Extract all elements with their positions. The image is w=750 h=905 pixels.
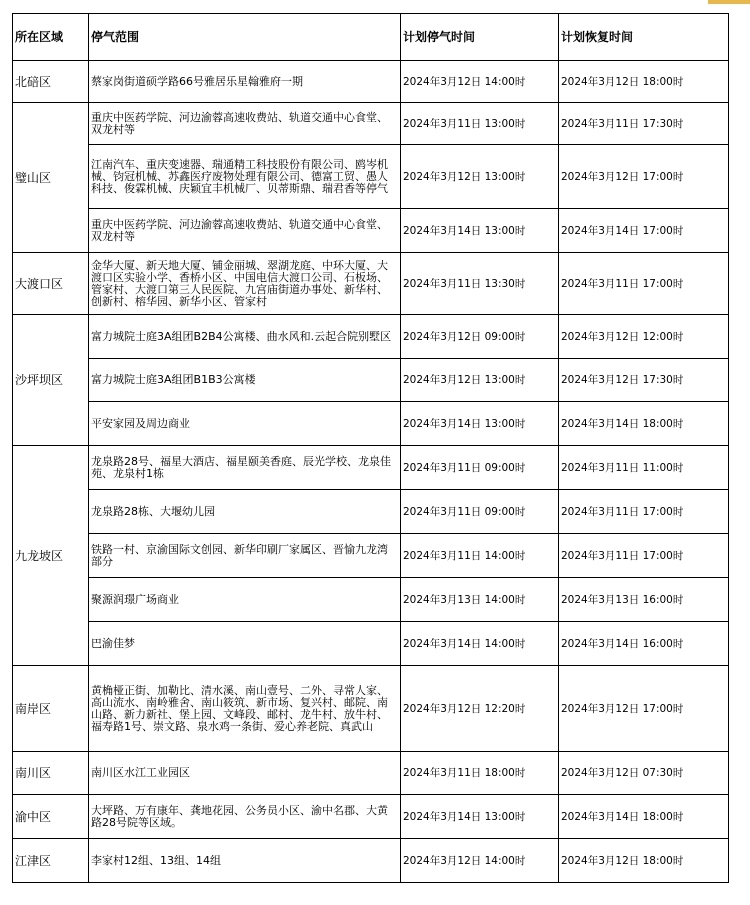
stop-time-cell: 2024年3月12日 14:00时 <box>401 839 559 883</box>
stop-time-cell: 2024年3月14日 14:00时 <box>401 622 559 666</box>
stop-time-cell: 2024年3月12日 13:00时 <box>401 359 559 402</box>
scope-cell: 大坪路、万有康年、龚地花园、公务员小区、渝中名郡、大黄路28号院等区域。 <box>89 795 401 839</box>
scope-cell: 铁路一村、京渝国际文创园、新华印刷厂家属区、晋愉九龙湾部分 <box>89 534 401 578</box>
area-cell: 九龙坡区 <box>13 446 89 666</box>
scope-cell: 聚源润璟广场商业 <box>89 578 401 622</box>
header-stop-time: 计划停气时间 <box>401 14 559 61</box>
stop-time-cell: 2024年3月11日 13:30时 <box>401 253 559 315</box>
header-scope: 停气范围 <box>89 14 401 61</box>
stop-time-cell: 2024年3月14日 13:00时 <box>401 795 559 839</box>
area-cell: 江津区 <box>13 839 89 883</box>
table-row <box>13 752 729 795</box>
table-row <box>13 315 729 359</box>
area-cell: 沙坪坝区 <box>13 315 89 446</box>
stop-time-cell: 2024年3月14日 13:00时 <box>401 402 559 446</box>
area-cell: 璧山区 <box>13 103 89 253</box>
table-row <box>13 578 729 622</box>
stop-time-cell: 2024年3月12日 13:00时 <box>401 145 559 209</box>
table-row <box>13 402 729 446</box>
resume-time-cell: 2024年3月14日 18:00时 <box>559 795 729 839</box>
scope-cell: 江南汽车、重庆变速器、瑞通精工科技股份有限公司、鸥岑机械、钧冠机械、苏鑫医疗废物处理有限公司、德富工贸、愚人科技、俊霖机械、庆颖宜丰机械厂、贝蒂斯鼎、瑞君香等停气 <box>89 145 401 209</box>
resume-time-cell: 2024年3月11日 17:00时 <box>559 534 729 578</box>
scope-cell: 平安家园及周边商业 <box>89 402 401 446</box>
stop-time-cell: 2024年3月13日 14:00时 <box>401 578 559 622</box>
table-row <box>13 666 729 752</box>
header-row <box>13 14 729 61</box>
resume-time-cell: 2024年3月12日 07:30时 <box>559 752 729 795</box>
area-cell: 南岸区 <box>13 666 89 752</box>
resume-time-cell: 2024年3月14日 16:00时 <box>559 622 729 666</box>
scope-cell: 李家村12组、13组、14组 <box>89 839 401 883</box>
table-row <box>13 145 729 209</box>
stop-time-cell: 2024年3月11日 09:00时 <box>401 446 559 490</box>
resume-time-cell: 2024年3月14日 18:00时 <box>559 402 729 446</box>
stop-time-cell: 2024年3月12日 14:00时 <box>401 61 559 103</box>
area-cell: 南川区 <box>13 752 89 795</box>
scope-cell: 黄桷桠正街、加勒比、清水溪、南山壹号、二外、寻常人家、高山流水、南岭雅舍、南山筱筑、新市场、复兴村、邮院、南山路、新力新社、堡上园、文峰段、邮村、龙牛村、放牛村、福寿路1号、崇文路、泉水鸡一条街、爱心养老院、真武山 <box>89 666 401 752</box>
stop-time-cell: 2024年3月12日 12:20时 <box>401 666 559 752</box>
scope-cell: 龙泉路28栋、大堰幼儿园 <box>89 490 401 534</box>
table-row <box>13 795 729 839</box>
scope-cell: 重庆中医药学院、河边渝蓉高速收费站、轨道交通中心食堂、双龙村等 <box>89 209 401 253</box>
table-row <box>13 253 729 315</box>
table-row <box>13 209 729 253</box>
table-row <box>13 359 729 402</box>
table-row <box>13 534 729 578</box>
area-cell: 渝中区 <box>13 795 89 839</box>
scope-cell: 重庆中医药学院、河边渝蓉高速收费站、轨道交通中心食堂、双龙村等 <box>89 103 401 145</box>
resume-time-cell: 2024年3月13日 16:00时 <box>559 578 729 622</box>
stop-time-cell: 2024年3月14日 13:00时 <box>401 209 559 253</box>
stop-time-cell: 2024年3月12日 09:00时 <box>401 315 559 359</box>
resume-time-cell: 2024年3月12日 17:00时 <box>559 145 729 209</box>
header-resume-time: 计划恢复时间 <box>559 14 729 61</box>
resume-time-cell: 2024年3月11日 11:00时 <box>559 446 729 490</box>
table-row <box>13 839 729 883</box>
outage-table <box>12 13 729 883</box>
resume-time-cell: 2024年3月12日 12:00时 <box>559 315 729 359</box>
table-row <box>13 622 729 666</box>
stop-time-cell: 2024年3月11日 09:00时 <box>401 490 559 534</box>
stop-time-cell: 2024年3月11日 14:00时 <box>401 534 559 578</box>
resume-time-cell: 2024年3月11日 17:00时 <box>559 490 729 534</box>
scope-cell: 龙泉路28号、福星大酒店、福星颐美香庭、辰光学校、龙泉佳苑、龙泉村1栋 <box>89 446 401 490</box>
table-row <box>13 490 729 534</box>
stop-time-cell: 2024年3月11日 13:00时 <box>401 103 559 145</box>
scope-cell: 富力城院士庭3A组团B1B3公寓楼 <box>89 359 401 402</box>
area-cell: 北碚区 <box>13 61 89 103</box>
resume-time-cell: 2024年3月12日 18:00时 <box>559 839 729 883</box>
resume-time-cell: 2024年3月14日 17:00时 <box>559 209 729 253</box>
scope-cell: 巴渝佳梦 <box>89 622 401 666</box>
scope-cell: 金华大厦、新天地大厦、铺金丽城、翠湖龙庭、中环大厦、大渡口区实验小学、香桥小区、中国电信大渡口公司、石板场、管家村、大渡口第三人民医院、九宫庙街道办事处、新华村、创新村、榕华园、新华小区、管家村 <box>89 253 401 315</box>
resume-time-cell: 2024年3月11日 17:00时 <box>559 253 729 315</box>
table-row <box>13 61 729 103</box>
resume-time-cell: 2024年3月12日 17:30时 <box>559 359 729 402</box>
scope-cell: 南川区水江工业园区 <box>89 752 401 795</box>
table-row <box>13 446 729 490</box>
accent-bar <box>708 0 750 4</box>
area-cell: 大渡口区 <box>13 253 89 315</box>
table-row <box>13 103 729 145</box>
scope-cell: 富力城院士庭3A组团B2B4公寓楼、曲水风和.云起合院别墅区 <box>89 315 401 359</box>
resume-time-cell: 2024年3月11日 17:30时 <box>559 103 729 145</box>
header-area: 所在区域 <box>13 14 89 61</box>
scope-cell: 蔡家岗街道硕学路66号雅居乐星翰雅府一期 <box>89 61 401 103</box>
stop-time-cell: 2024年3月11日 18:00时 <box>401 752 559 795</box>
resume-time-cell: 2024年3月12日 18:00时 <box>559 61 729 103</box>
resume-time-cell: 2024年3月12日 17:00时 <box>559 666 729 752</box>
